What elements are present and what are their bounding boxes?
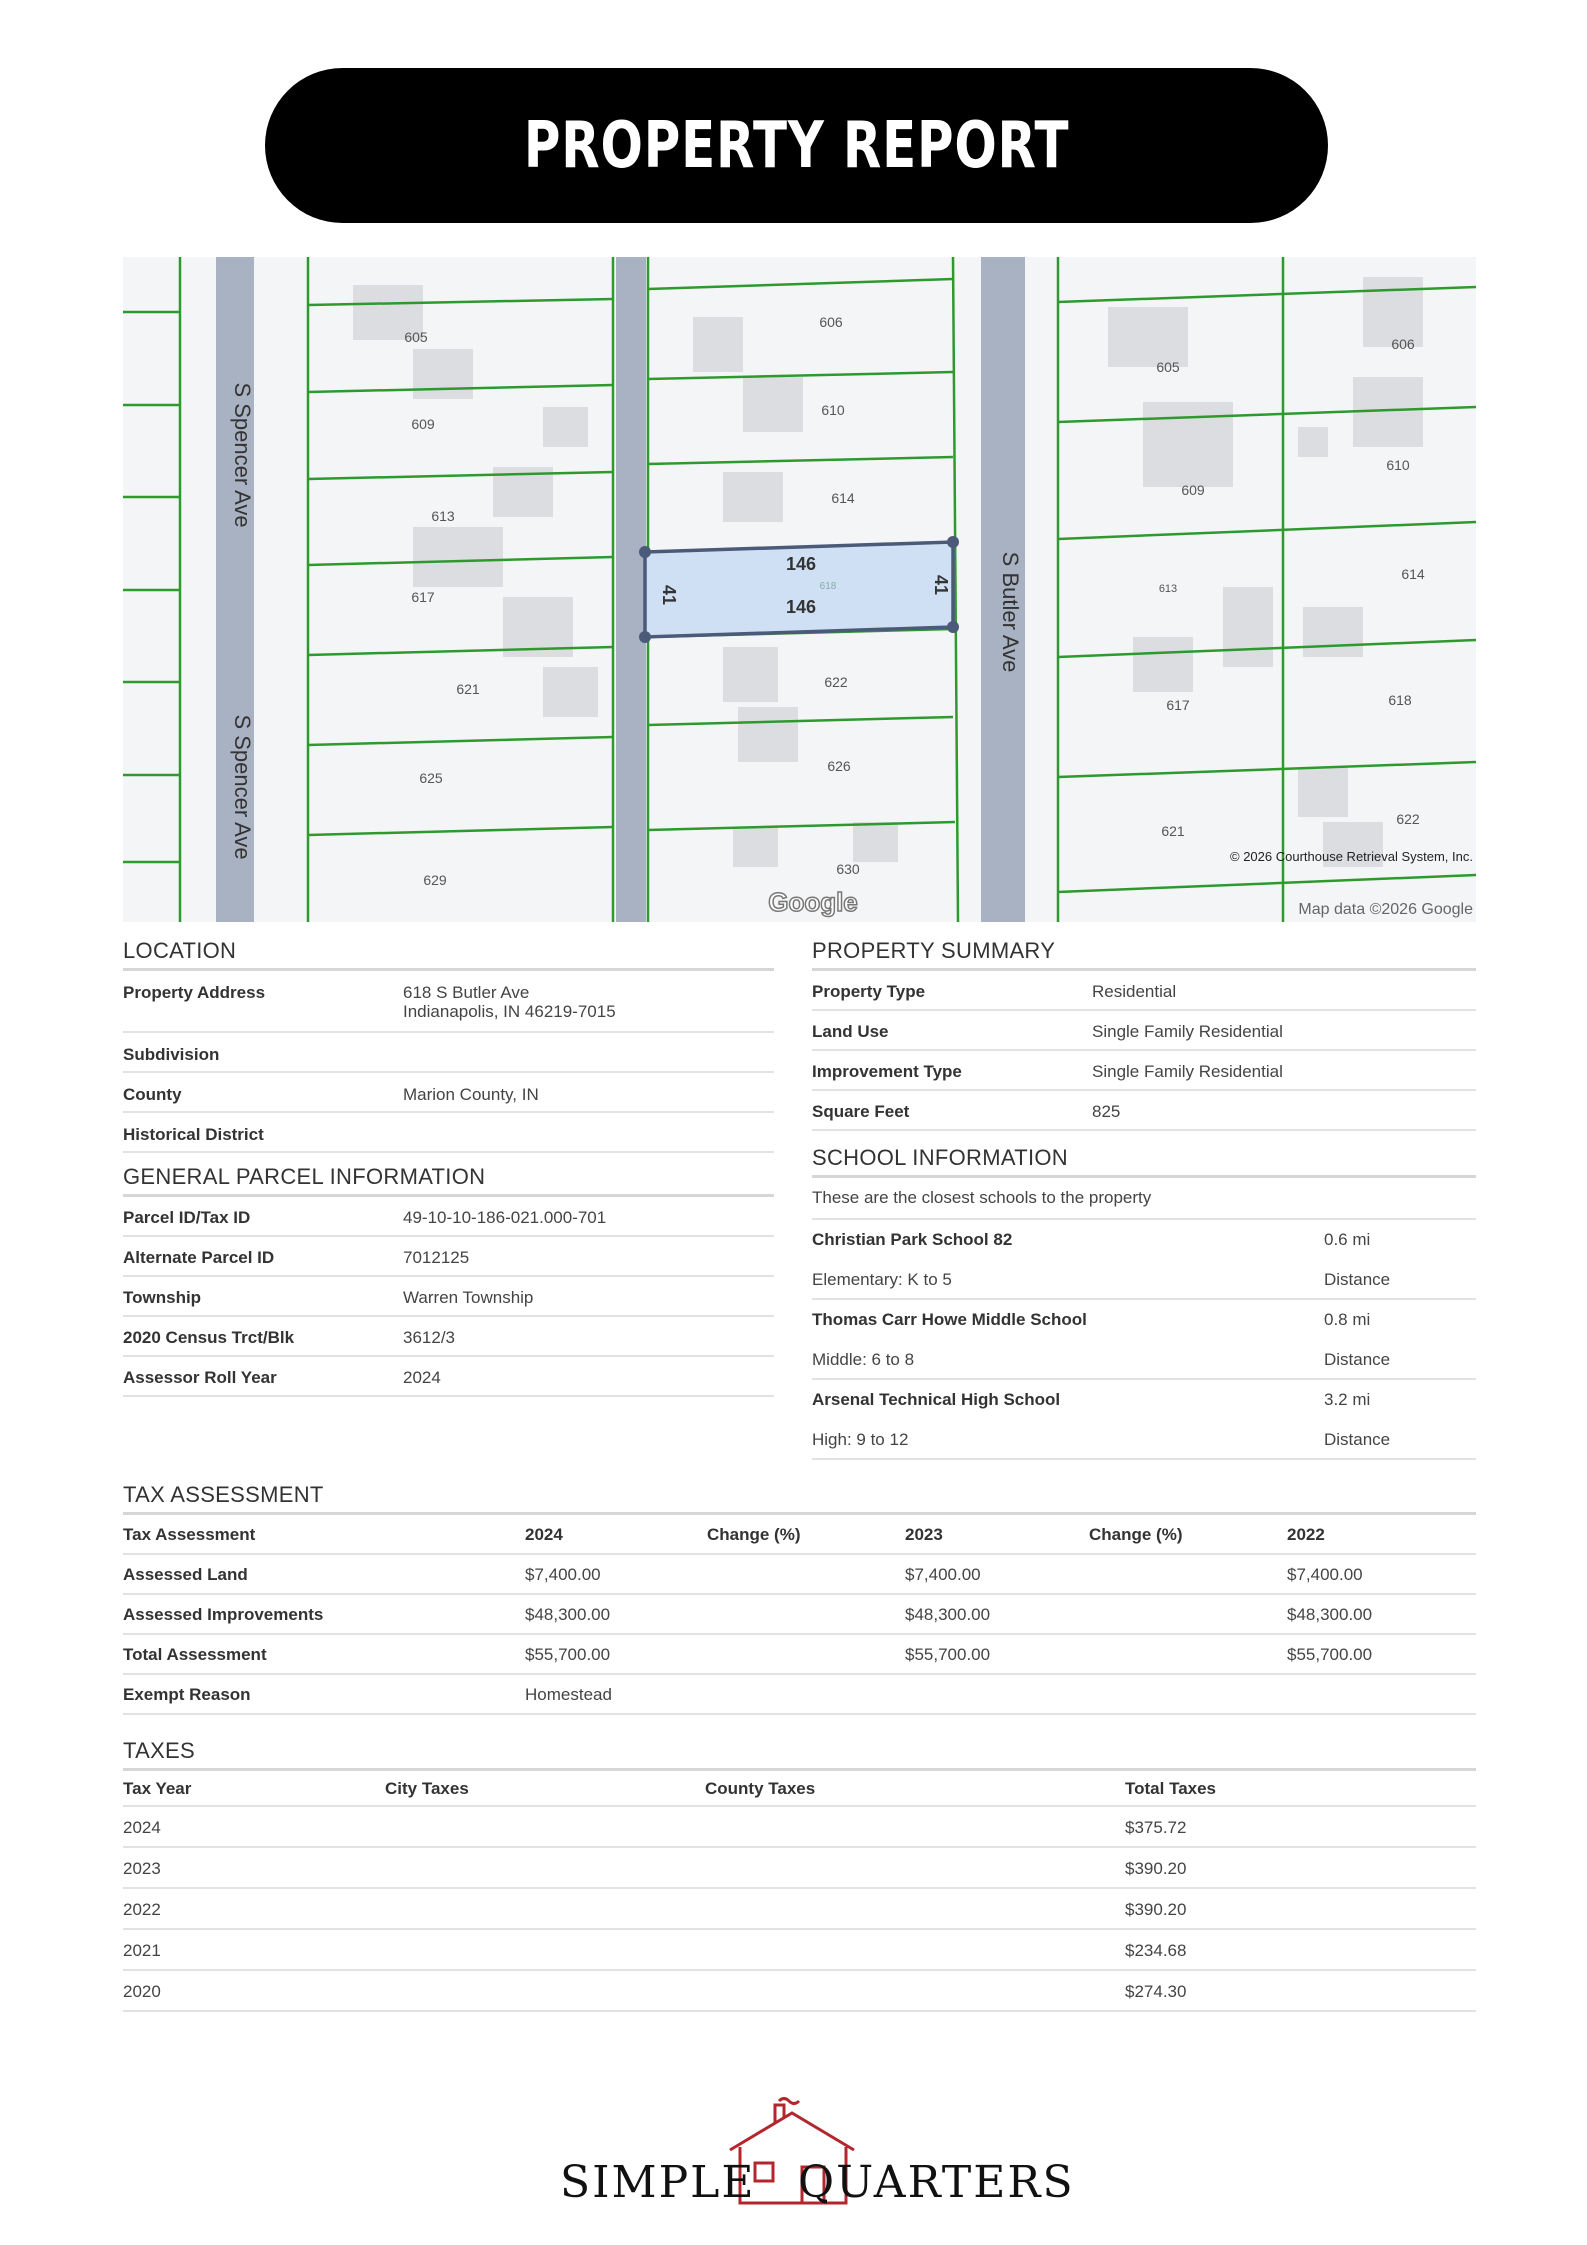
property-summary-section xyxy=(812,938,1476,1131)
table-header-row xyxy=(123,1515,1476,1555)
school-name: Arsenal Technical High School xyxy=(812,1390,1061,1409)
school-distance: 0.6 mi xyxy=(1324,1230,1371,1249)
row-value: 49-10-10-186-021.000-701 xyxy=(403,1208,607,1227)
lot-number: 605 xyxy=(404,329,428,345)
report-title: PROPERTY REPORT xyxy=(523,108,1070,183)
map-data-credit: Map data ©2026 Google xyxy=(1298,901,1473,918)
parcel-dim-right: 41 xyxy=(931,574,951,596)
lot-number: 621 xyxy=(456,681,480,697)
school-row xyxy=(812,1380,1476,1420)
row-label: Improvement Type xyxy=(812,1062,962,1081)
lot-number: 617 xyxy=(411,589,435,605)
cell: $48,300.00 xyxy=(1287,1605,1373,1624)
lot-number: 610 xyxy=(1386,457,1410,473)
summary-row xyxy=(812,971,1476,1011)
row-value: Residential xyxy=(1092,982,1177,1001)
summary-row xyxy=(812,1011,1476,1051)
lot-number: 614 xyxy=(1401,566,1425,582)
address-line-2: Indianapolis, IN 46219-7015 xyxy=(403,1002,616,1021)
street-label: S Spencer Ave xyxy=(230,382,255,528)
school-name: Christian Park School 82 xyxy=(812,1230,1013,1249)
location-row xyxy=(123,971,774,1033)
location-section xyxy=(123,938,774,1153)
school-section xyxy=(812,1145,1476,1460)
cell: 2023 xyxy=(123,1859,161,1878)
row-label: Historical District xyxy=(123,1125,264,1144)
table-row xyxy=(123,1555,1476,1595)
school-row xyxy=(812,1420,1476,1460)
column-header: 2023 xyxy=(905,1525,943,1544)
column-header: Change (%) xyxy=(1089,1525,1183,1544)
lot-number: 609 xyxy=(1181,482,1205,498)
section-title: GENERAL PARCEL INFORMATION xyxy=(123,1164,774,1197)
cell: 2020 xyxy=(123,1982,161,2001)
lot-number: 606 xyxy=(819,314,843,330)
cell: $390.20 xyxy=(1125,1859,1187,1878)
lot-number: 613 xyxy=(431,508,455,524)
row-label: 2020 Census Trct/Blk xyxy=(123,1328,295,1347)
row-label: Land Use xyxy=(812,1022,889,1041)
brand-left: SIMPLE xyxy=(560,2157,756,2208)
tax-assessment-section xyxy=(123,1482,1476,1715)
location-row xyxy=(123,1113,774,1153)
row-value: 3612/3 xyxy=(403,1328,455,1347)
row-label: Property Address xyxy=(123,983,266,1002)
summary-row xyxy=(812,1051,1476,1091)
school-row xyxy=(812,1220,1476,1260)
school-name: Thomas Carr Howe Middle School xyxy=(812,1310,1087,1329)
school-row xyxy=(812,1300,1476,1340)
column-header: Tax Year xyxy=(123,1779,192,1798)
row-label: Total Assessment xyxy=(123,1645,267,1664)
cell: $234.68 xyxy=(1125,1941,1187,1960)
lot-number: 626 xyxy=(827,758,851,774)
column-header: Tax Assessment xyxy=(123,1525,256,1544)
lot-number: 625 xyxy=(419,770,443,786)
lot-number: 630 xyxy=(836,861,860,877)
row-label: Assessed Improvements xyxy=(123,1605,324,1624)
school-grade: High: 9 to 12 xyxy=(812,1430,909,1449)
distance-label: Distance xyxy=(1324,1350,1391,1369)
column-header: 2024 xyxy=(525,1525,563,1544)
school-distance: 3.2 mi xyxy=(1324,1390,1371,1409)
brand-logo xyxy=(560,2095,1075,2225)
parcel-dim-top: 146 xyxy=(785,554,817,574)
road-middle xyxy=(616,257,646,922)
cell: $48,300.00 xyxy=(525,1605,611,1624)
table-row xyxy=(123,1675,1476,1715)
address-line-1: 618 S Butler Ave xyxy=(403,983,530,1002)
general-parcel-section xyxy=(123,1164,774,1397)
row-label: Assessed Land xyxy=(123,1565,248,1584)
cell: 2021 xyxy=(123,1941,161,1960)
cell: 2022 xyxy=(123,1900,161,1919)
cell: $48,300.00 xyxy=(905,1605,991,1624)
lot-number: 622 xyxy=(1396,811,1420,827)
cell: Homestead xyxy=(525,1685,612,1704)
lot-number: 614 xyxy=(831,490,855,506)
column-header: Total Taxes xyxy=(1125,1779,1217,1798)
cell: 2024 xyxy=(123,1818,161,1837)
parcel-row xyxy=(123,1237,774,1277)
table-header-row xyxy=(123,1771,1476,1807)
street-label: S Butler Ave xyxy=(998,551,1023,673)
property-address xyxy=(403,983,616,1021)
school-grade: Middle: 6 to 8 xyxy=(812,1350,915,1369)
section-title: TAXES xyxy=(123,1738,1476,1771)
school-row xyxy=(812,1260,1476,1300)
row-label: Alternate Parcel ID xyxy=(123,1248,275,1267)
table-row xyxy=(123,1848,1476,1889)
lot-number: 609 xyxy=(411,416,435,432)
row-value: 825 xyxy=(1092,1102,1121,1121)
table-row xyxy=(123,1595,1476,1635)
row-value: Single Family Residential xyxy=(1092,1022,1283,1041)
lot-number: 617 xyxy=(1166,697,1190,713)
cell: $7,400.00 xyxy=(1287,1565,1363,1584)
lot-number: 610 xyxy=(821,402,845,418)
lot-number: 605 xyxy=(1156,359,1180,375)
cell: $7,400.00 xyxy=(525,1565,601,1584)
cell: $55,700.00 xyxy=(1287,1645,1373,1664)
row-value: 7012125 xyxy=(403,1248,470,1267)
row-label: Subdivision xyxy=(123,1045,220,1064)
school-note: These are the closest schools to the property xyxy=(812,1178,1476,1220)
column-header: 2022 xyxy=(1287,1525,1325,1544)
lot-number: 606 xyxy=(1391,336,1415,352)
parcel-row xyxy=(123,1317,774,1357)
section-title: PROPERTY SUMMARY xyxy=(812,938,1476,971)
row-value: Marion County, IN xyxy=(403,1085,539,1104)
cell: $390.20 xyxy=(1125,1900,1187,1919)
column-header: County Taxes xyxy=(705,1779,816,1798)
taxes-section xyxy=(123,1738,1476,2012)
location-row xyxy=(123,1033,774,1073)
school-row xyxy=(812,1340,1476,1380)
row-label: County xyxy=(123,1085,182,1104)
street-label: S Spencer Ave xyxy=(230,714,255,860)
row-label: Exempt Reason xyxy=(123,1685,251,1704)
school-distance: 0.8 mi xyxy=(1324,1310,1371,1329)
parcel-row xyxy=(123,1197,774,1237)
lot-number: 622 xyxy=(824,674,848,690)
cell: $55,700.00 xyxy=(525,1645,611,1664)
row-label: Parcel ID/Tax ID xyxy=(123,1208,251,1227)
distance-label: Distance xyxy=(1324,1430,1391,1449)
parcel-row xyxy=(123,1277,774,1317)
section-title: TAX ASSESSMENT xyxy=(123,1482,1476,1515)
parcel-map[interactable] xyxy=(123,257,1476,922)
section-title: LOCATION xyxy=(123,938,774,971)
location-row xyxy=(123,1073,774,1113)
row-value: Single Family Residential xyxy=(1092,1062,1283,1081)
table-row xyxy=(123,1807,1476,1848)
table-row xyxy=(123,1635,1476,1675)
cell: $375.72 xyxy=(1125,1818,1187,1837)
lot-number: 618 xyxy=(819,581,837,592)
cell: $274.30 xyxy=(1125,1982,1187,2001)
row-label: Property Type xyxy=(812,982,926,1001)
table-row xyxy=(123,1930,1476,1971)
distance-label: Distance xyxy=(1324,1270,1391,1289)
parcel-dim-bottom: 146 xyxy=(785,597,817,617)
lot-number: 618 xyxy=(1388,692,1412,708)
parcel-dim-left: 41 xyxy=(659,584,679,606)
cell: $55,700.00 xyxy=(905,1645,991,1664)
row-label: Township xyxy=(123,1288,202,1307)
lot-number: 621 xyxy=(1161,823,1185,839)
column-header: Change (%) xyxy=(707,1525,801,1544)
lot-number: 629 xyxy=(423,872,447,888)
brand-right: QUARTERS xyxy=(798,2157,1075,2208)
lot-number: 613 xyxy=(1158,583,1178,595)
school-grade: Elementary: K to 5 xyxy=(812,1270,952,1289)
cell: $7,400.00 xyxy=(905,1565,981,1584)
parcel-row xyxy=(123,1357,774,1397)
table-row xyxy=(123,1889,1476,1930)
column-header: City Taxes xyxy=(385,1779,469,1798)
row-label: Assessor Roll Year xyxy=(123,1368,277,1387)
table-row xyxy=(123,1971,1476,2012)
report-title-banner xyxy=(265,68,1328,223)
summary-row xyxy=(812,1091,1476,1131)
google-logo: Google xyxy=(768,887,858,917)
map-copyright: © 2026 Courthouse Retrieval System, Inc. xyxy=(1230,849,1473,864)
row-label: Square Feet xyxy=(812,1102,910,1121)
row-value: 2024 xyxy=(403,1368,441,1387)
row-value: Warren Township xyxy=(403,1288,534,1307)
section-title: SCHOOL INFORMATION xyxy=(812,1145,1476,1178)
